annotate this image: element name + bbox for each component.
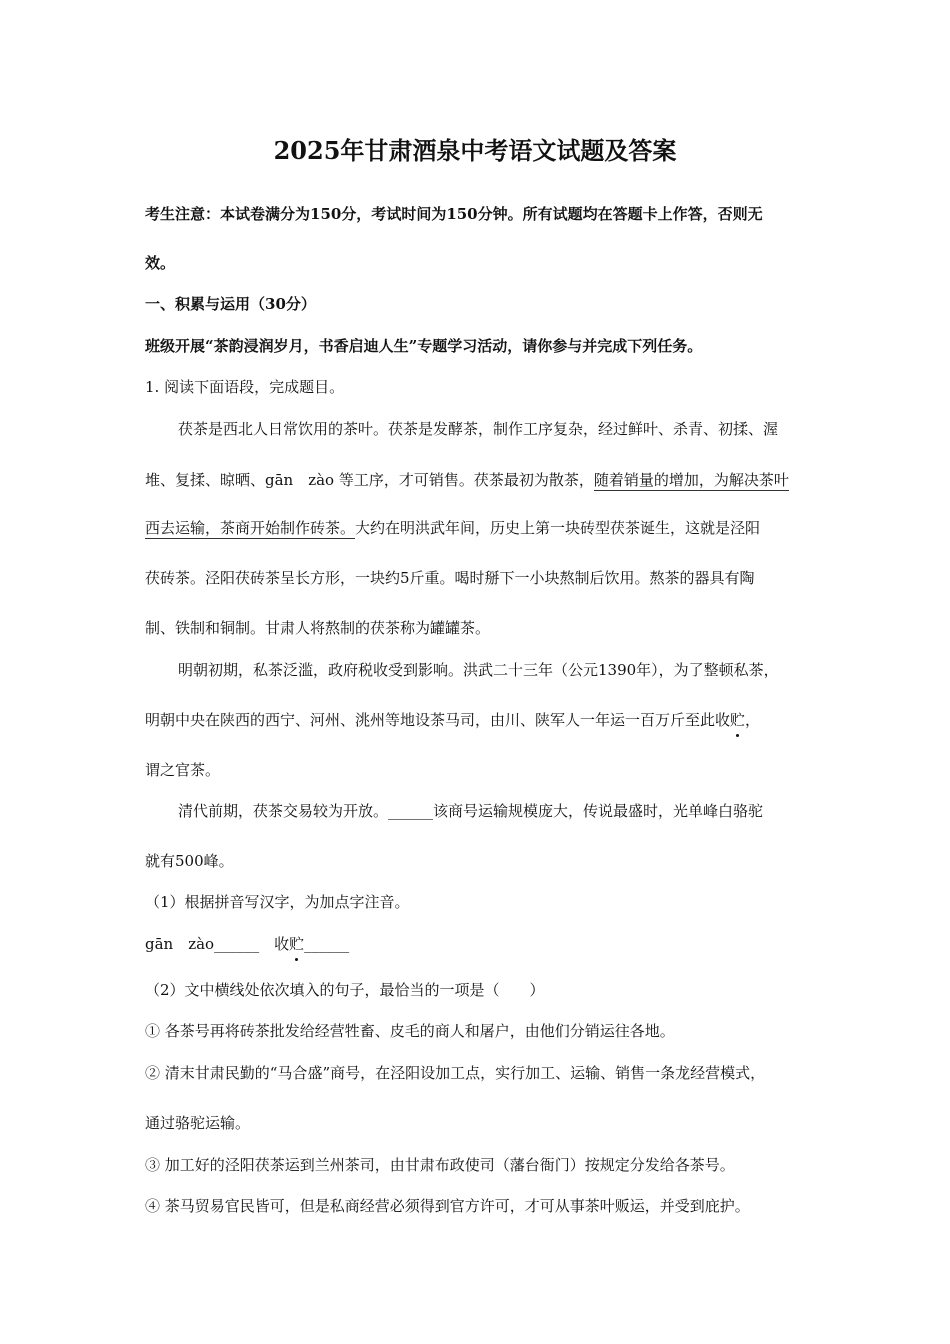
activity-intro: 班级开展“茶韵浸润岁月，书香启迪人生”专题学习活动，请你参与并完成下列任务。 xyxy=(145,337,703,355)
passage-p1-line-1: 茯茶是西北人日常饮用的茶叶。茯茶是发酵茶，制作工序复杂，经过鲜叶、杀青、初揉、渥 xyxy=(178,420,779,438)
option-4: ④ 茶马贸易官民皆可，但是私商经营必须得到官方许可，才可从事茶叶贩运，并受到庇护。 xyxy=(145,1197,750,1215)
passage-p2-line-3: 谓之官茶。 xyxy=(145,761,221,779)
option-2-line-1: ② 清末甘肃民勤的“马合盛”商号，在泾阳设加工点，实行加工、运输、销售一条龙经营模式， xyxy=(145,1064,766,1082)
dotted-character: 贮 xyxy=(730,711,746,729)
passage-p3-line-1: 清代前期，茯茶交易较为开放。______该商号运输规模庞大，传说最盛时，光单峰白骆驼 xyxy=(178,802,764,820)
page-title: 2025年甘肃酒泉中考语文试题及答案 xyxy=(273,136,677,165)
passage-p3-line-2: 就有500峰。 xyxy=(145,852,234,870)
passage-text: ， xyxy=(745,711,761,729)
passage-text: 堆、复揉、晾晒、gān zào 等工序，才可销售。茯茶最初为散茶， xyxy=(145,471,594,489)
passage-p1-line-5: 制、铁制和铜制。甘肃人将熬制的茯茶称为罐罐茶。 xyxy=(145,619,491,637)
passage-text: 大约在明洪武年间，历史上第一块砖型茯茶诞生，这就是泾阳 xyxy=(355,519,761,537)
pronunciation-blank: ______ xyxy=(304,935,350,953)
sub-question-2-prompt: （2）文中横线处依次填入的句子，最恰当的一项是（ ） xyxy=(145,981,545,999)
notice-line-1: 考生注意：本试卷满分为150分，考试时间为150分钟。所有试题均在答题卡上作答，否则无 xyxy=(145,205,763,223)
sub-question-1-answer-line xyxy=(145,934,810,954)
option-3: ③ 加工好的泾阳茯茶运到兰州茶司，由甘肃布政使司（藩台衙门）按规定分发给各茶号。 xyxy=(145,1156,735,1174)
dotted-character: 贮 xyxy=(289,935,305,953)
section-heading: 一、积累与运用（30分） xyxy=(145,295,316,313)
passage-p2-line-1: 明朝初期，私茶泛滥，政府税收受到影响。洪武二十三年（公元1390年），为了整顿私茶， xyxy=(178,661,779,679)
passage-p2-line-2 xyxy=(145,710,810,730)
pinyin-blank: gān zào______ 收 xyxy=(145,935,290,953)
passage-p1-line-2 xyxy=(145,470,810,490)
option-2-line-2: 通过骆驼运输。 xyxy=(145,1114,251,1132)
question-1-label: 1. 阅读下面语段，完成题目。 xyxy=(145,378,345,396)
notice-line-2: 效。 xyxy=(145,254,176,272)
underlined-sentence-part-1: 随着销量的增加，为解决茶叶 xyxy=(593,471,789,489)
passage-text: 明朝中央在陕西的西宁、河州、洮州等地设茶马司，由川、陕军人一年运一百万斤至此收 xyxy=(145,711,731,729)
sub-question-1-prompt: （1）根据拼音写汉字，为加点字注音。 xyxy=(145,893,410,911)
option-1: ① 各茶号再将砖茶批发给经营牲畜、皮毛的商人和屠户，由他们分销运往各地。 xyxy=(145,1022,675,1040)
underlined-sentence-part-2: 西去运输，茶商开始制作砖茶。 xyxy=(145,519,356,537)
passage-p1-line-4: 茯砖茶。泾阳茯砖茶呈长方形，一块约5斤重。喝时掰下一小块熬制后饮用。熬茶的器具有陶 xyxy=(145,569,755,587)
passage-p1-line-3 xyxy=(145,518,810,538)
